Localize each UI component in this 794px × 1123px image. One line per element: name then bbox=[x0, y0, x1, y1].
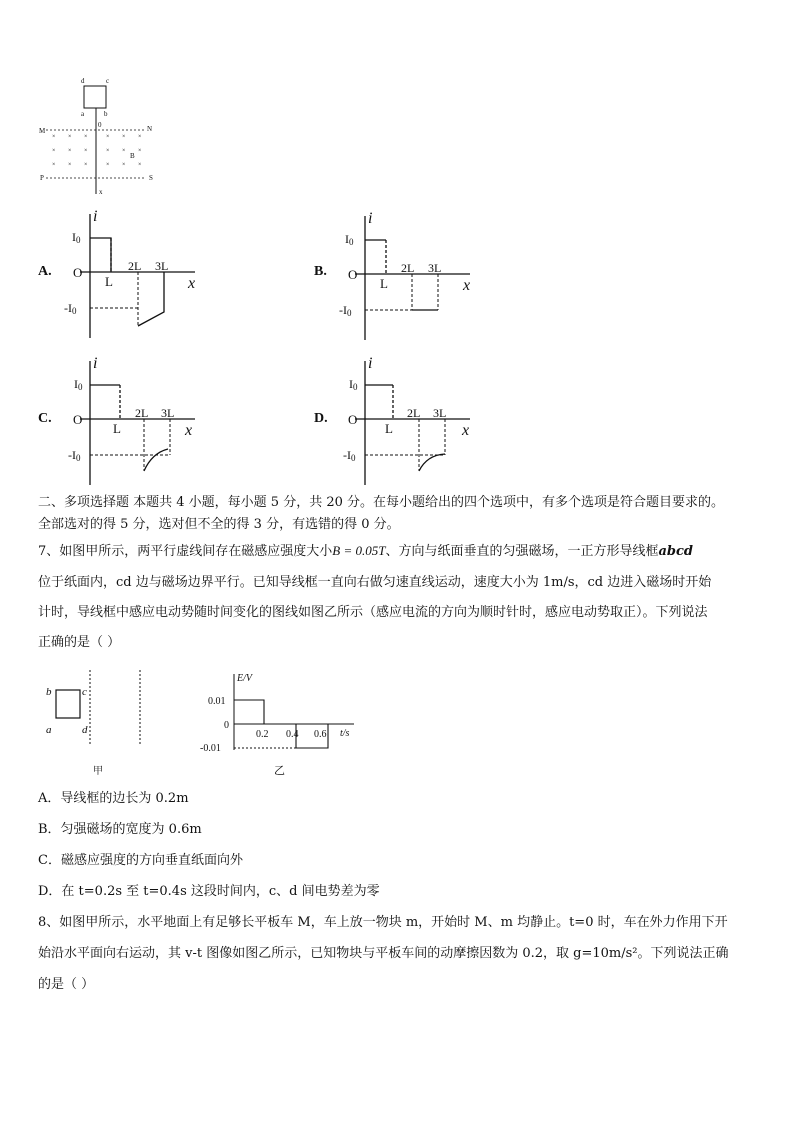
svg-text:c: c bbox=[82, 686, 87, 698]
svg-text:-0.01: -0.01 bbox=[200, 743, 221, 754]
svg-text:L: L bbox=[385, 421, 393, 436]
option-a-letter: A. bbox=[38, 264, 52, 279]
i-axis-label: i bbox=[93, 208, 98, 225]
option-b-graph bbox=[335, 210, 480, 342]
svg-text:×: × bbox=[68, 148, 72, 154]
label-x-bottom: x bbox=[99, 188, 103, 196]
svg-text:E/V: E/V bbox=[237, 673, 252, 684]
corner-a-label: a bbox=[81, 110, 85, 118]
svg-text:×: × bbox=[138, 148, 142, 154]
svg-text:O: O bbox=[348, 267, 358, 282]
svg-text:-I0: -I0 bbox=[339, 303, 352, 318]
svg-text:L: L bbox=[113, 421, 121, 436]
svg-text:L: L bbox=[105, 274, 113, 289]
svg-text:d: d bbox=[82, 724, 88, 736]
q7-figure-yi bbox=[196, 668, 366, 780]
svg-text:I0: I0 bbox=[349, 377, 358, 392]
q7-figure-jia bbox=[40, 668, 160, 780]
svg-text:×: × bbox=[106, 148, 110, 154]
svg-text:t/s: t/s bbox=[340, 728, 350, 739]
svg-text:O: O bbox=[348, 412, 358, 427]
svg-text:3L: 3L bbox=[428, 261, 442, 275]
svg-text:O: O bbox=[73, 265, 83, 280]
option-d-letter: D. bbox=[314, 411, 328, 426]
svg-text:3L: 3L bbox=[433, 406, 447, 420]
svg-text:0.6: 0.6 bbox=[314, 729, 327, 740]
q7-option-c: C．磁感应强度的方向垂直纸面向外 bbox=[38, 853, 243, 868]
svg-text:乙: 乙 bbox=[274, 765, 285, 777]
option-d-graph bbox=[335, 355, 480, 487]
svg-text:2L: 2L bbox=[407, 406, 421, 420]
option-c-letter: C. bbox=[38, 411, 52, 426]
svg-text:-I0: -I0 bbox=[343, 448, 356, 463]
svg-text:i: i bbox=[368, 210, 373, 227]
svg-text:×: × bbox=[84, 148, 88, 154]
svg-text:x: x bbox=[188, 275, 196, 292]
svg-text:×: × bbox=[52, 148, 56, 154]
svg-text:L: L bbox=[380, 276, 388, 291]
section2-line1: 二、多项选择题 本题共 4 小题，每小题 5 分，共 20 分。在每小题给出的四个选项中，有多个选项是符合题目要求的。 bbox=[38, 495, 725, 510]
svg-text:b: b bbox=[46, 686, 52, 698]
q7-option-d: D．在 t=0.2s 至 t=0.4s 这段时间内，c、d 间电势差为零 bbox=[38, 884, 380, 899]
svg-text:×: × bbox=[84, 162, 88, 168]
svg-text:×: × bbox=[84, 134, 88, 140]
svg-text:×: × bbox=[52, 162, 56, 168]
svg-text:O: O bbox=[73, 412, 83, 427]
field-crosses bbox=[52, 134, 141, 168]
svg-text:-I0: -I0 bbox=[68, 448, 81, 463]
svg-text:2L: 2L bbox=[128, 259, 142, 273]
svg-text:I0: I0 bbox=[72, 230, 81, 245]
option-c-graph bbox=[60, 355, 205, 487]
corner-d-label: d bbox=[81, 77, 85, 85]
label-M: M bbox=[39, 127, 46, 135]
svg-text:×: × bbox=[68, 162, 72, 168]
svg-text:甲: 甲 bbox=[93, 766, 103, 777]
q8-line3: 的是（ ） bbox=[38, 977, 95, 992]
svg-text:0.4: 0.4 bbox=[286, 729, 299, 740]
svg-text:×: × bbox=[106, 134, 110, 140]
label-B: B bbox=[130, 152, 135, 160]
top-field-figure bbox=[30, 74, 170, 199]
svg-text:×: × bbox=[122, 148, 126, 154]
option-a-graph bbox=[60, 208, 205, 340]
q7-line1: 7、如图甲所示，两平行虚线间存在磁感应强度大小B = 0.05T、方向与纸面垂直的匀强磁场，一正方形导线框abcd bbox=[38, 543, 694, 559]
svg-text:-I0: -I0 bbox=[64, 301, 77, 316]
square-loop bbox=[84, 86, 106, 108]
q7-option-b: B．匀强磁场的宽度为 0.6m bbox=[38, 822, 202, 837]
svg-text:3L: 3L bbox=[161, 406, 175, 420]
svg-text:×: × bbox=[138, 134, 142, 140]
q8-line1: 8、如图甲所示，水平地面上有足够长平板车 M，车上放一物块 m，开始时 M、m 均静止。t=0 时，车在外力作用下开 bbox=[38, 915, 728, 930]
svg-text:x: x bbox=[462, 422, 470, 439]
origin-label: 0 bbox=[98, 121, 102, 129]
svg-text:0: 0 bbox=[224, 720, 229, 731]
svg-text:×: × bbox=[52, 134, 56, 140]
svg-text:×: × bbox=[68, 134, 72, 140]
svg-text:x: x bbox=[185, 422, 193, 439]
q7-line3: 计时，导线框中感应电动势随时间变化的图线如图乙所示（感应电流的方向为顺时针时，感应电动势取正）。下列说法 bbox=[38, 605, 708, 620]
svg-text:I0: I0 bbox=[74, 377, 83, 392]
svg-text:×: × bbox=[122, 134, 126, 140]
svg-text:0.01: 0.01 bbox=[208, 696, 226, 707]
svg-text:I0: I0 bbox=[345, 232, 354, 247]
q7-line4: 正确的是（ ） bbox=[38, 635, 121, 650]
svg-text:i: i bbox=[368, 355, 373, 372]
label-N: N bbox=[147, 125, 153, 133]
svg-text:×: × bbox=[122, 162, 126, 168]
section2-line2: 全部选对的得 5 分，选对但不全的得 3 分，有选错的得 0 分。 bbox=[38, 517, 400, 532]
svg-text:×: × bbox=[138, 162, 142, 168]
label-P: P bbox=[40, 174, 44, 182]
svg-text:3L: 3L bbox=[155, 259, 169, 273]
q8-line2: 始沿水平面向右运动，其 v-t 图像如图乙所示，已知物块与平板车间的动摩擦因数为 0.2，取 g=10m/s²。下列说法正确 bbox=[38, 946, 729, 961]
label-S: S bbox=[149, 174, 153, 182]
option-b-letter: B. bbox=[314, 264, 327, 279]
svg-text:i: i bbox=[93, 355, 98, 372]
svg-text:2L: 2L bbox=[401, 261, 415, 275]
svg-text:x: x bbox=[463, 277, 471, 294]
svg-text:a: a bbox=[46, 724, 52, 736]
svg-text:2L: 2L bbox=[135, 406, 149, 420]
svg-text:0.2: 0.2 bbox=[256, 729, 269, 740]
q7-line2: 位于纸面内，cd 边与磁场边界平行。已知导线框一直向右做匀速直线运动，速度大小为 1m/s，cd 边进入磁场时开始 bbox=[38, 575, 712, 590]
svg-text:×: × bbox=[106, 162, 110, 168]
q7-option-a: A．导线框的边长为 0.2m bbox=[38, 791, 189, 806]
corner-b-label: b bbox=[104, 110, 108, 118]
corner-c-label: c bbox=[106, 77, 110, 85]
